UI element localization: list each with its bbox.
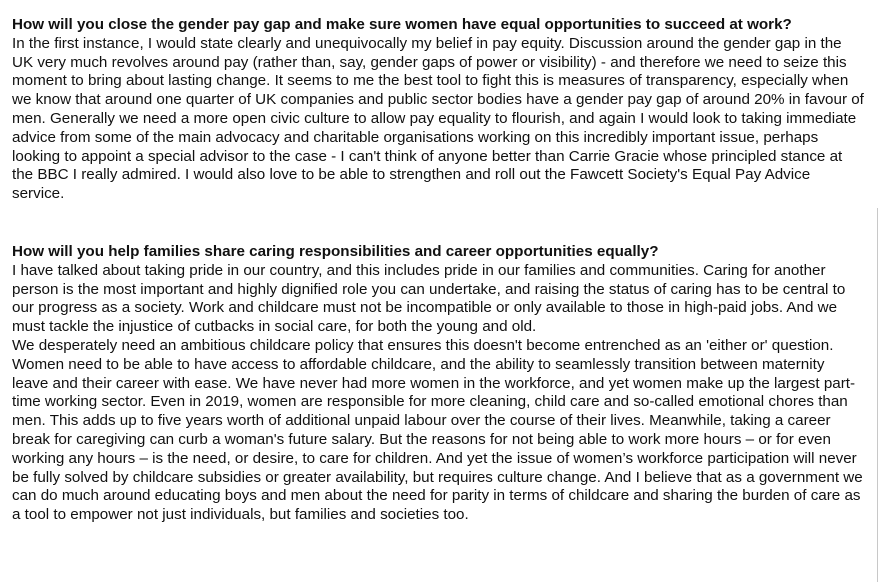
qa-section-caring	[12, 243, 864, 525]
document-content	[12, 16, 864, 525]
question-heading: How will you help families share caring responsibilities and career opportunities equally?	[12, 242, 659, 260]
answer-paragraph: In the first instance, I would state clearly and unequivocally my belief in pay equity. Discussion around the gender gap in the UK very much revolves around pay (rather than, say, gender gaps of power or visibility) - and therefore we need to seize this moment to bring about lasting change. It seems to me the best tool to fight this is measures of transparency, especially when we know that around one quarter of UK companies and public sector bodies have a gender pay gap of around 20% in favour of men. Generally we need a more open civic culture to allow pay equality to flourish, and again I would look to taking immediate advice from some of the main advocacy and charitable organisations working on this incredibly important issue, perhaps looking to appoint a special advisor to the case - I can't think of anyone better than Carrie Gracie whose principled stance at the BBC I really admired. I would also love to be able to strengthen and roll out the Fawcett Society's Equal Pay Advice service.	[12, 34, 864, 203]
question-heading: How will you close the gender pay gap and make sure women have equal opportunities to succeed at work?	[12, 16, 792, 33]
qa-section-pay-gap	[12, 16, 864, 204]
answer-paragraph: I have talked about taking pride in our country, and this includes pride in our families and communities. Caring for another person is the most important and highly dignified role you can undertake, and raising the status of caring has to be central to our progress as a society. Work and childcare must not be incompatible or only available to those in high-paid jobs. And we must tackle the injustice of cutbacks in social care, for both the young and old.	[12, 261, 846, 336]
answer-paragraph: We desperately need an ambitious childcare policy that ensures this doesn't become entrenched as an 'either or' question. Women need to be able to have access to affordable childcare, and the ability to seamlessly transition between maternity leave and their career with ease. We have never had more women in the workforce, and yet women make up the largest part-time working sector. Even in 2019, women are responsible for more cleaning, child care and so-called emotional chores than men. This adds up to five years worth of additional unpaid labour over the course of their lives. Meanwhile, taking a career break for caregiving can curb a woman's future salary. But the reasons for not being able to work more hours – or for even working any hours – is the need, or desire, to care for children. And yet the issue of women’s workforce participation will never be fully solved by childcare subsidies or greater availability, but requires culture change. And I believe that as a government we can do much around educating boys and men about the need for parity in terms of childcare and sharing the burden of care as a tool to empower not just individuals, but families and societies too.	[12, 336, 863, 524]
scrollbar-edge	[877, 208, 878, 582]
